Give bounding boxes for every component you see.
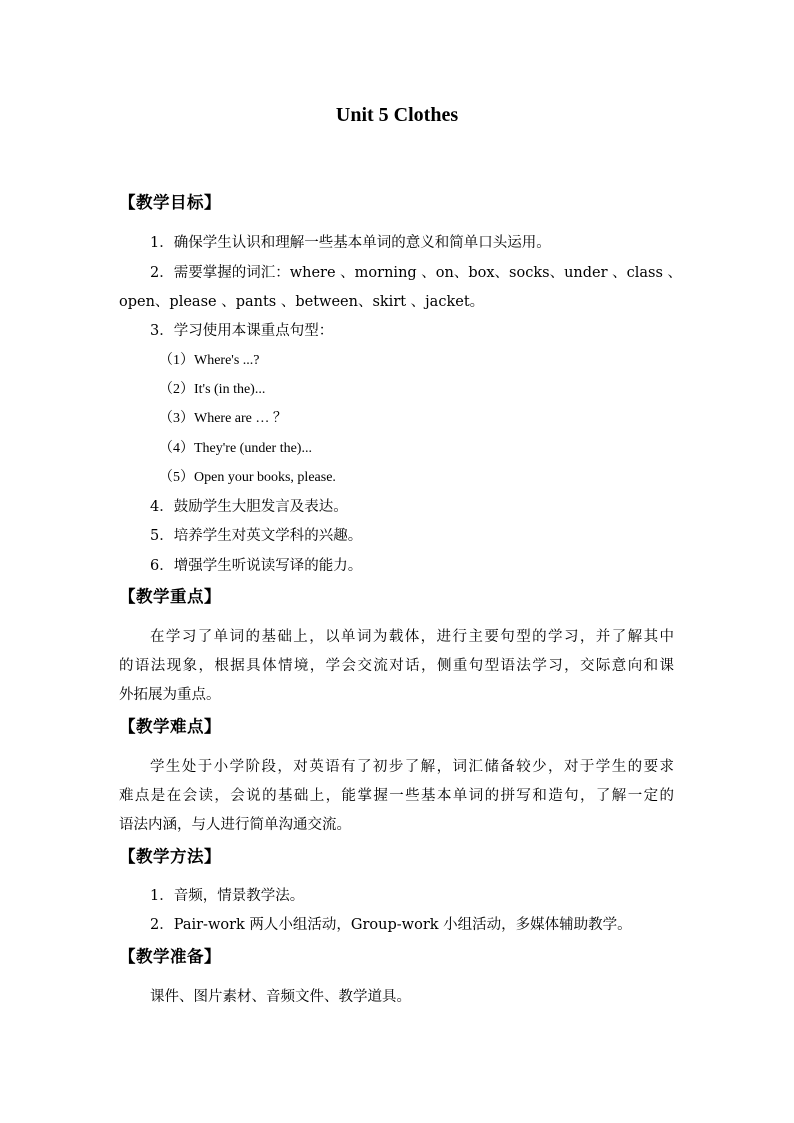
section-heading-key-points: 【教学重点】 [119, 587, 221, 606]
sentence-pattern: （5）Open your books, please. [159, 470, 336, 485]
objective-item: 6．增强学生听说读写译的能力。 [150, 558, 363, 574]
objective-item: 2．需要掌握的词汇：where 、morning 、on、box、socks、under 、class 、 [150, 265, 683, 281]
paragraph-line: 语法内涵，与人进行简单沟通交流。 [119, 817, 351, 833]
objective-item: 1．确保学生认识和理解一些基本单词的意义和简单口头运用。 [150, 235, 551, 251]
page-title: Unit 5 Clothes [335, 104, 459, 126]
section-heading-objectives: 【教学目标】 [119, 193, 221, 212]
method-item: 2．Pair-work 两人小组活动，Group-work 小组活动，多媒体辅助教学。 [150, 917, 632, 933]
paragraph-line: 在学习了单词的基础上，以单词为载体，进行主要句型的学习，并了解其中 [150, 629, 674, 645]
objective-item: 4．鼓励学生大胆发言及表达。 [150, 499, 348, 515]
section-heading-preparation: 【教学准备】 [119, 947, 221, 966]
objective-item: 5．培养学生对英文学科的兴趣。 [150, 528, 363, 544]
sentence-pattern: （4）They're (under the)... [159, 441, 312, 456]
sentence-pattern: （2）It's (in the)... [159, 382, 266, 397]
paragraph-line: 学生处于小学阶段，对英语有了初步了解，词汇储备较少，对于学生的要求 [150, 759, 674, 775]
paragraph-line: 难点是在会读，会说的基础上，能掌握一些基本单词的拼写和造句，了解一定的 [119, 788, 674, 804]
sentence-pattern: （1）Where's ...? [159, 353, 260, 368]
sentence-pattern: （3）Where are … ？ [159, 411, 287, 426]
paragraph-line: 的语法现象，根据具体情境，学会交流对话，侧重句型语法学习，交际意向和课 [119, 658, 674, 674]
paragraph-line: 外拓展为重点。 [119, 687, 221, 703]
paragraph-line: 课件、图片素材、音频文件、教学道具。 [150, 989, 411, 1005]
objective-item: 3．学习使用本课重点句型： [150, 323, 334, 339]
objective-item: open、please 、pants 、between、skirt 、jacket。 [119, 294, 485, 310]
method-item: 1．音频，情景教学法。 [150, 888, 305, 904]
section-heading-difficulties: 【教学难点】 [119, 717, 221, 736]
section-heading-methods: 【教学方法】 [119, 847, 221, 866]
